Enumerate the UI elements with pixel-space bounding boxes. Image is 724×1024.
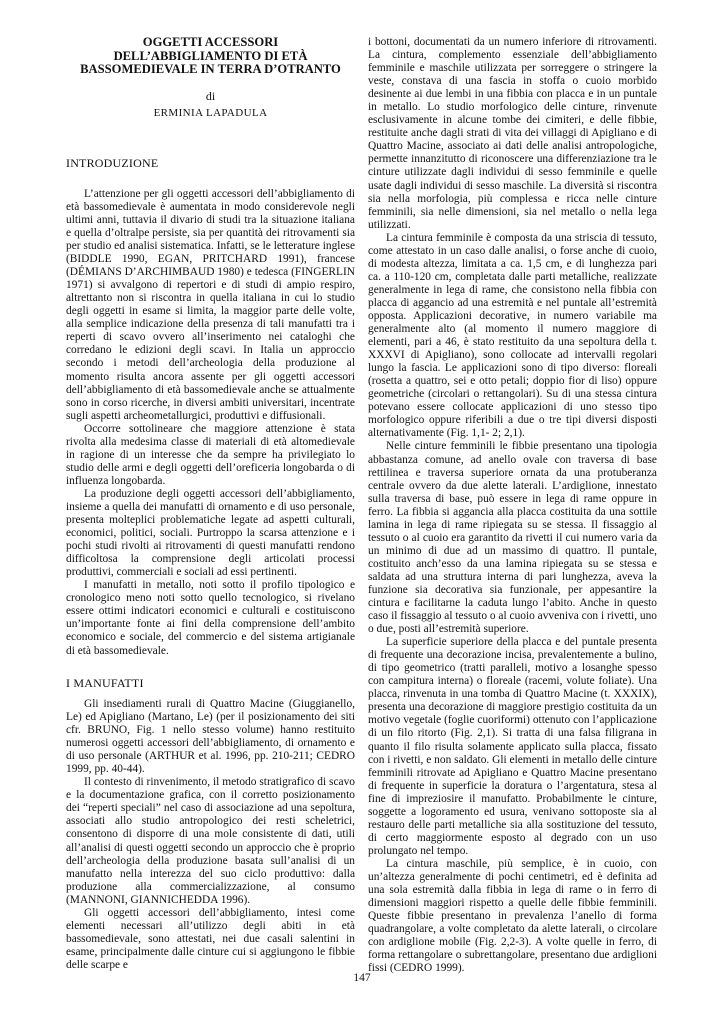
body-paragraph: Gli oggetti accessori dell’abbigliamento, intesi come elementi necessari all’utilizzo degli abiti in età bassomedievale, sono attestati, nei due casali salentini in esame, principalmente dalle cinture cui si aggiungono le fibbie delle scarpe e	[66, 906, 355, 971]
body-paragraph: Occorre sottolineare che maggiore attenzione è stata rivolta alla medesima classe di materiali di età altomedievale in ragione di un interesse che da sempre ha privilegiato lo studio delle armi e degli oggetti dell’oreficeria longobarda o di influenza longobarda.	[66, 422, 355, 487]
body-paragraph: La produzione degli oggetti accessori dell’abbigliamento, insieme a quella dei manufatti di ornamento e di uso personale, presenta molteplici problematiche legate ad aspetti culturali, economici, politici, sociali. Purtroppo la scarsa attenzione e i pochi studi rivolti ai ritrovamenti di questi manufatti rendono difficoltosa la comprensione degli articolati processi produttivi, commerciali e sociali ad essi pertinenti.	[66, 487, 355, 579]
by-line: di	[205, 88, 216, 103]
body-paragraph: La superficie superiore della placca e del puntale presenta di frequente una decorazione incisa, prevalentemente a bulino, di tipo geometrico (tratti paralleli, motivo a losanghe spesso con campitura interna) o floreale (racemi, volute foliate). Una placca, rinvenuta in una tomba di Quattro Macine (t. XXXIX), presenta una decorazione di maggiore prestigio costituita da un motivo vegetale (foglie cuoriformi) ottenuto con l’applicazione di un filo ritorto (Fig. 2,1). Si tratta di una falsa filigrana in quanto il filo risulta solamente applicato sulla placca, fissato con i rivetti, e non saldato. Gli elementi in metallo delle cinture femminili ritrovate ad Apigliano e Quattro Macine presentano di frequente in superficie la doratura o l’argentatura, stesa al fine di impreziosire il manufatto. Probabilmente le cinture, soggette a logoramento ed usura, venivano sottoposte sia al restauro delle parti metalliche sia alla sostituzione del tessuto, di certo maggiormente esposto al degrado con un uso prolungato nel tempo.	[368, 636, 657, 857]
title-line: DELL’ABBIGLIAMENTO DI ETÀ	[113, 48, 308, 63]
article-title	[66, 36, 355, 77]
section-heading-introduzione: INTRODUZIONE	[66, 155, 159, 170]
body-paragraph: I manufatti in metallo, noti sotto il profilo tipologico e cronologico meno noti sotto quello tecnologico, si rivelano essere ottimi indicatori economici e culturali e costituiscono un’importante fonte ai fini della comprensione dell’ambito economico e sociale, del commercio e del sistema artigianale di età bassomedievale.	[66, 579, 355, 657]
body-paragraph: Gli insediamenti rurali di Quattro Macine (Giuggianello, Le) ed Apigliano (Martano, Le) (per il posizionamento dei siti cfr. BRUNO, Fig. 1 nello stesso volume) hanno restituito numerosi oggetti accessori dell’abbigliamento, di ornamento e di uso personale (ARTHUR et al. 1996, pp. 210-211; CEDRO 1999, pp. 40-44).	[66, 698, 355, 776]
author-name: ERMINIA LAPADULA	[153, 106, 268, 119]
body-paragraph: L’attenzione per gli oggetti accessori dell’abbigliamento di età bassomedievale è aumentata in modo considerevole negli ultimi anni, tuttavia il divario di studi tra la situazione italiana e quella d’oltralpe persiste, sia per quantità dei ritrovamenti sia per studio ed analisi sistematica. Infatti, se le letterature inglese (BIDDLE 1990, EGAN, PRITCHARD 1991), francese (DÉMIANS D’ARCHIMBAUD 1980) e tedesca (FINGERLIN 1971) si avvalgono di repertori e di studi di ampio respiro, altrettanto non si riscontra in quella italiana in cui lo studio degli oggetti in esame si limita, la maggior parte delle volte, alla semplice indicazione della presenza di tali manufatti tra i reperti di scavo ovvero all’inserimento nei cataloghi che corredano le edizioni degli scavi. In Italia un approccio secondo i metodi dell’archeologia della produzione al momento risulta ancora assente per gli oggetti accessori dell’abbigliamento di età bassomedievale anche se attualmente sono in corso ricerche, in diversi ambiti universitari, incentrate sugli aspetti archeometallurgici, produttivi e diffusionali.	[66, 187, 355, 422]
title-line: BASSOMEDIEVALE IN TERRA D’OTRANTO	[80, 62, 341, 77]
body-paragraph: La cintura femminile è composta da una striscia di tessuto, come attestato in un caso dalle analisi, o forse anche di cuoio, di modesta altezza, limitata a ca. 1,5 cm, e di lunghezza pari ca. a 110-120 cm, completata dalle parti metalliche, realizzate generalmente in lega di rame, che consistono nella fibbia con placca di aggancio ad una estremità e nel puntale all’estremità opposta. Applicazioni decorative, in numero variabile ma generalmente alto (al momento il numero maggiore di elementi, pari a 46, è stato restituito da una sepoltura della t. XXXVI di Apigliano), sono collocate ad intervalli regolari lungo la fascia. Le applicazioni sono di tipo diverso: floreali (rosetta a quattro, sei e otto petali; doppio fior di liso) oppure geometriche (circolari o rettangolari). Su di una stessa cintura potevano essere collocate applicazioni di uno stesso tipo morfologico oppure riferibili a due o tre tipi diversi disposti alternativamente (Fig. 1,1- 2; 2,1).	[368, 231, 657, 440]
body-paragraph: La cintura maschile, più semplice, è in cuoio, con un’altezza generalmente di pochi centimetri, ed è definita ad una sola estremità dalla fibbia in lega di rame o in ferro di dimensioni maggiori rispetto a quelle delle fibbie femminili. Queste fibbie presentano in prevalenza l’anello di forma quadrangolare, a volte completato da alette laterali, o circolare con ardiglione mobile (Fig. 2,2-3). A volte quelle in ferro, di forma rettangolare o subrettangolare, presentano due ardiglioni fissi (CEDRO 1999).	[368, 857, 657, 975]
body-paragraph: i bottoni, documentati da un numero inferiore di ritrovamenti. La cintura, complemento essenziale dell’abbigliamento femminile e maschile utilizzata per sorreggere o stringere la veste, constava di una fascia in stoffa o cuoio morbido desinente ai due lembi in una fibbia con placca e in un puntale in metallo. Lo studio morfologico delle cinture, rinvenute esclusivamente in alcune tombe dei cimiteri, e delle fibbie, restituite anche dagli strati di vita dei villaggi di Apigliano e di Quattro Macine, associato ai dati delle analisi antropologiche, permette innanzitutto di riconoscere una differenziazione tra le cinture utilizzate dagli individui di sesso femminile e quelle usate dagli individui di sesso maschile. La diversità si riscontra sia nella morfologia, più complessa e ricca nelle cinture femminili, sia nelle dimensioni, sia nel metallo o nella lega utilizzati.	[368, 36, 657, 231]
body-paragraph: Nelle cinture femminili le fibbie presentano una tipologia abbastanza comune, ad anello ovale con traversa di base rettilinea e traversa superiore ornata da una protuberanza centrale ovvero da due alette laterali. L’ardiglione, innestato sulla traversa di base, può essere in lega di rame oppure in ferro. La fibbia si aggancia alla placca costituita da una sottile lamina in lega di rame ripiegata su se stessa. Il fissaggio al tessuto o al cuoio era garantito da rivetti il cui numero varia da un minimo di due ad un massimo di quattro. Il puntale, costituito anch’esso da una lamina ripiegata su se stessa e saldata ad una struttura interna di pari lunghezza, aveva la funzione sia decorativa sia funzionale, per appesantire la cintura e facilitarne la caduta lungo l’abito. Anche in questo caso il fissaggio al tessuto o al cuoio avveniva con i rivetti, uno o due, posti all’estremità superiore.	[368, 440, 657, 636]
body-paragraph: Il contesto di rinvenimento, il metodo stratigrafico di scavo e la documentazione grafica, con il corretto posizionamento dei “reperti speciali” nel caso di associazione ad una sepoltura, associati allo studio antropologico dei resti scheletrici, consentono di disporre di una mole consistente di dati, utili all’analisi di questi oggetti secondo un approccio che è proprio dell’archeologia della produzione basata sull’analisi di un manufatto nella interezza del suo ciclo produttivo: dalla produzione alla commercializzazione, al consumo (MANNONI, GIANNICHEDDA 1996).	[66, 776, 355, 906]
section-heading-manufatti: I MANUFATTI	[66, 676, 144, 690]
right-column	[368, 36, 657, 975]
title-line: OGGETTI ACCESSORI	[142, 35, 279, 49]
left-column	[66, 36, 355, 658]
left-column-lower	[66, 698, 355, 972]
page-number: 147	[353, 972, 371, 984]
